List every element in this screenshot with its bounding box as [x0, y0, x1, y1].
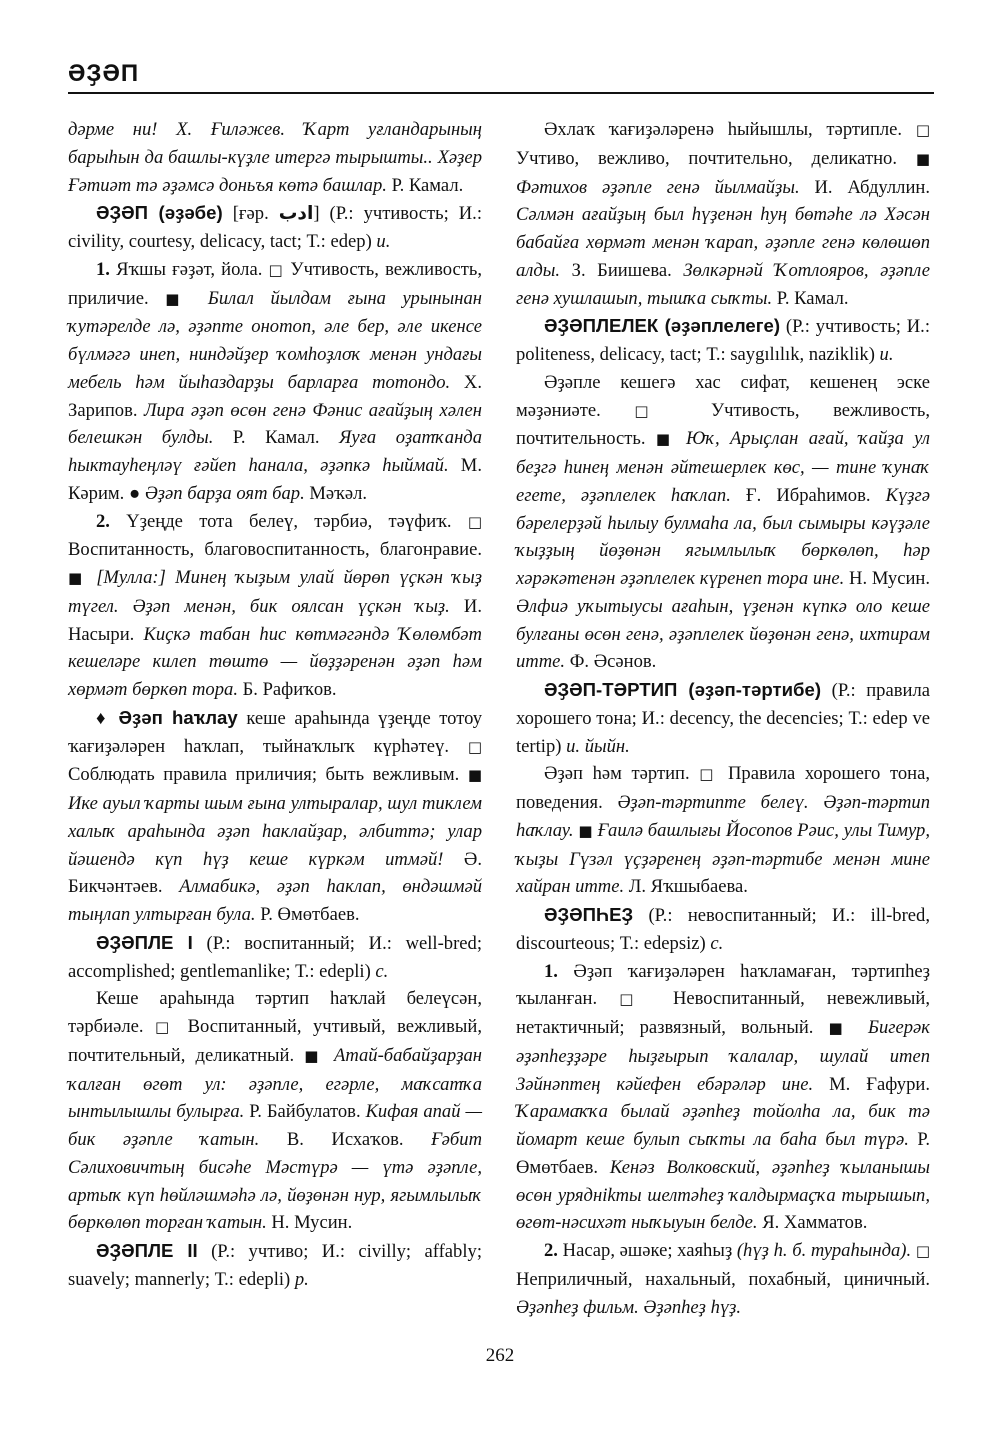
- headword: ӘҘӘП (әҙәбе): [96, 202, 223, 224]
- diamond-icon: ♦: [96, 707, 110, 729]
- headword: ӘҘӘПЛЕ II: [96, 1240, 198, 1261]
- definition: Әҙәпле кешегә хас сифат, кешенең эске мәҙәниәте. □ Учтивость, вежливость, почтительность. ■ Юҡ, Арыҫлан ағай, ҡайҙа ул беҙгә һинең менән әйтешерлек көс, — тине ҡунаҡ егете, әҙәплелек һаҡлап. Ғ. Ибраһимов. Күҙгә бәрелерҙәй һылыу булмаһа ла, был сымыры кәүҙәле ҡыҙҙың йөҙөнән ягымлылыҡ бөркөлөп, һәр хәрәкәтенән әҙәплелек күренеп тора ине. Н. Мусин. Әлфиә уҡытыусы ағаһын, үҙенән күпкә оло кеше булғаны өсөн генә, әҙәплелек йөҙөнән генә, ихтирам итте. Ф. Әсәнов.: [516, 371, 930, 673]
- running-head: ӘҘӘП: [68, 60, 140, 87]
- headword-entry-adaple-1: ӘҘӘПЛЕ I (Р.: воспитанный; И.: well-bred; accomplished; gentlemanlike; Т.: edepli) с.: [68, 931, 482, 982]
- square-outline-icon: □: [915, 1242, 930, 1260]
- square-filled-icon: ■: [828, 1019, 853, 1037]
- headword-entry-adaplelek: ӘҘӘПЛЕЛЕК (әҙәплелеге) (Р.: учтивость; И.: politeness, delicacy, tact; Т.: saygılılık, naziklik) и.: [516, 315, 930, 365]
- square-outline-icon: □: [467, 512, 482, 531]
- bullet-icon: ●: [128, 482, 141, 504]
- header-rule: [68, 92, 934, 94]
- page-number: 262: [485, 1345, 515, 1366]
- headword-entry-adaple-2: ӘҘӘПЛЕ II (Р.: учтиво; И.: civilly; affably; suavely; mannerly; Т.: edepli) р.: [68, 1240, 482, 1290]
- square-filled-icon: ■: [467, 766, 482, 785]
- sense-1: 1. Әҙәп ҡағиҙәләрен һаҡламаған, тәртипһеҙ ҡыланған. □ Невоспитанный, невежливый, нетактичный; развязный, вольный. ■ Бигерәк әҙәпһеҙҙәре һыҙғырып ҡалалар, шулай итеп Зәйнәптең кәйефен ебәрәләр ине. М. Ғафури. Ҡарамаҡҡа былай әҙәпһеҙ тойолһа ла, бик тә йомарт кеше булып сыҡты ла баһа был түрә. Р. Өмөтбаев. Кенәз Волковский, әҙәпһеҙ ҡыланышы өсөн уряднikты шелтәһеҙ ҡалдырмаҫҡа тырышып, өгөт-нәсихәт ныҡыуын белдe. Я. Хамматов.: [516, 960, 930, 1234]
- headword-entry-adap-tartip: ӘҘӘП-ТӘРТИП (әҙәп-тәртибе) (Р.: правила хорошего тона; И.: decency, the decencies; Т.: edep ve tertip) и. йыйн.: [516, 679, 930, 757]
- square-filled-icon: ■: [165, 289, 192, 308]
- entry-continuation: дәрме ни! Х. Ғиләжев. Ҡарт уғландарының барыһын да башлы-күҙле итергә тырышты.. Хәҙер Ғәтиәт тә әҙәмсә доньъя көтә башлар. Р. Камал.: [68, 119, 482, 196]
- definition: Әҙәп һәм тәртип. □ Правила хорошего тона, поведения. Әҙәп-тәртипте белеү. Әҙәп-тәртип һаҡлау. ■ Ғаилә башлығы Йосопов Рәис, улы Тимур, ҡыҙы Гүзәл үҫҙәренең әҙәп-тәртибе менән мине хайран итте. Л. Яҡшыбаева.: [516, 763, 930, 898]
- headword: ӘҘӘПЛЕЛЕК (әҙәплелеге): [544, 315, 781, 337]
- square-outline-icon: □: [634, 401, 678, 420]
- square-filled-icon: ■: [915, 149, 930, 168]
- square-filled-icon: ■: [655, 430, 676, 449]
- sense-2: 2. Үҙеңде тота белеү, тәрбиә, тәүфиҡ. □ Воспитанность, благовоспитанность, благонравие. ■ [Мулла:] Минең ҡыҙым улай йөрөп үҫкән ҡыҙ түгел. Әҙәп менән, бик оялсан үҫкән ҡыҙ. И. Насыри. Киҫкә табан һис көтмәгәндә Ҡөлөмбәт кешеләре килеп төштө — йөҙҙәренән әҙәп һәм хөрмәт бөркөп тора. Б. Рафиҡов.: [68, 510, 482, 700]
- definition: Кеше араһында тәртип һаҡлай белеүсән, тәрбиәле. □ Воспитанный, учтивый, вежливый, почтительный, деликатный. ■ Атай-бабайҙарҙан ҡалған өгөт ул: әҙәпле, егәрле, маҡсатҡа ынтылышлы булырға. Р. Байбулатов. Кифая апай — бик әҙәпле ҡатын. В. Исхаҡов. Ғәбит Сәлиховичтың бисәһе Мәстүрә — үтә әҙәпле, артыҡ күп һөйләшмәһә лә, йөҙөнән нур, ягымлылыҡ бөркөлөп торған ҡатын. Н. Мусин.: [68, 988, 482, 1234]
- headword: ӘҘӘПЛЕ I: [96, 931, 193, 953]
- arabic-etymon: ادب: [278, 203, 314, 225]
- headword: ӘҘӘП-ТӘРТИП (әҙәп-тәртибе): [544, 679, 822, 700]
- headword-entry-adaphez: ӘҘӘПҺЕҘ (Р.: невоспитанный; И.: ill-bred, discourteous; Т.: edepsiz) с.: [516, 904, 930, 954]
- square-outline-icon: □: [619, 990, 651, 1009]
- phrase-entry: ♦ Әҙәп һаҡлау кеше араһында үҙеңде тотоу ҡағиҙәләрен һаҡлап, тыйнаҡлыҡ күрһәтеү. □ Соблюдать правила приличия; быть вежливым. ■ Ике ауыл ҡарты шым ғына ултыралар, шул тиклем халыҡ араһында әҙәп һаклайҙар, әлбиттә; улар йәшендә күп һүҙ кеше күркәм итмәй! Ә. Бикчәнтәев. Алмабикә, әҙәп һаклап, өндәшмәй тыңлап ултырған була. Р. Өмөтбаев.: [68, 706, 483, 925]
- square-outline-icon: □: [915, 121, 930, 139]
- square-filled-icon: ■: [68, 569, 87, 587]
- headword-entry-adap: ӘҘӘП (әҙәбе) [ғәр. ادب] (Р.: учтивость; И.: civility, courtesy, delicacy, tact; Т.: edep) и.: [68, 202, 482, 252]
- right-column: [516, 116, 930, 1321]
- square-filled-icon: ■: [304, 1046, 324, 1065]
- phrase-headword: Әҙәп һаҡлау: [109, 706, 238, 728]
- square-outline-icon: □: [268, 260, 285, 279]
- sense-1: 1. Яҡшы ғәҙәт, йола. □ Учтивость, вежливость, приличие. ■ Билал йылдам ғына урынынан ҡутәрелдe лә, әҙәпте онотоп, әле бер, әле икенсе бүлмәгә инеп, ниндәйҙер ҡомһоҙлоҡ менән ундағы мебель һәм йыһаздарҙы барларға тотондо. Х. Зарипов. Лира әҙәп өсөн генә Фәнис ағайҙың хәлен белешкән булды. Р. Камал. Яуға оҙатҡанда һыктауһеңләү ғәйеп һанала, әҙәпкә һыймай. М. Кәрим. ● Әҙәп барҙа оят бар. Мәҡәл.: [68, 258, 483, 504]
- square-outline-icon: □: [155, 1018, 177, 1036]
- left-column: [68, 116, 482, 1294]
- page-header: [68, 60, 934, 88]
- square-outline-icon: □: [467, 737, 482, 756]
- square-filled-icon: ■: [578, 821, 593, 840]
- headword: ӘҘӘПҺЕҘ: [544, 904, 634, 925]
- square-outline-icon: □: [699, 765, 719, 784]
- sense-2: 2. Насар, әшәке; хаяһыҙ (һүҙ һ. б. тураһында). □ Неприличный, нахальный, похабный, циничный. Әҙәпһеҙ фильм. Әҙәпһеҙ һүҙ.: [516, 1240, 930, 1318]
- definition: Әхлаҡ ҡағиҙәләренә һыйышлы, тәртипле. □ Учтиво, вежливо, почтительно, деликатно. ■ Фәтихов әҙәпле генә йылмайҙы. И. Абдуллин. Сәлмән ағайҙың был һүҙенән һуң бөтәһе лә Хәсән бабайға хөрмәт менән ҡарап, әҙәпле генә көлөшөп алды. З. Биишева. Зөлкәрнәй Ҡотлояров, әҙәпле генә хушлашып, тышҡа сыҡты. Р. Камал.: [516, 119, 931, 309]
